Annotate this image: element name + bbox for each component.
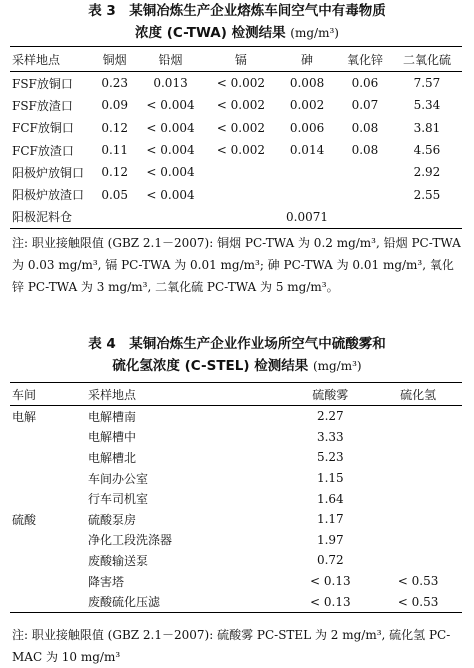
table-cell: 硫酸泵房 [88, 512, 137, 527]
table-cell [10, 571, 58, 592]
table-row [10, 447, 462, 468]
table-cell: 3.81 [413, 120, 441, 135]
table-row [10, 183, 462, 205]
table-cell: 车间办公室 [88, 471, 149, 486]
table-row [10, 406, 462, 427]
table-cell [10, 447, 58, 468]
table-row [10, 139, 462, 161]
table-cell: 0.002 [289, 98, 325, 113]
table-cell [206, 206, 276, 229]
table-cell [10, 530, 58, 551]
table-cell: 0.05 [101, 187, 129, 202]
table-cell [374, 550, 462, 571]
table-cell: 电解槽北 [88, 450, 137, 465]
table4-unit: (mg/m³) [312, 359, 362, 373]
table-cell: 0.23 [101, 76, 129, 91]
table-cell: 废酸硫化压滤 [88, 595, 161, 610]
table4-header: 硫化氢 [374, 383, 462, 406]
table-cell: 电解槽中 [88, 430, 137, 445]
table-cell [374, 509, 462, 530]
table-row [10, 591, 462, 612]
table-cell: 阳极泥料仓 [12, 210, 73, 225]
table-cell: FCF放渣口 [12, 143, 74, 158]
table-cell: < 0.002 [216, 76, 265, 91]
table-cell: < 0.002 [216, 120, 265, 135]
table3-subtitle-row [6, 22, 468, 44]
table-cell: < 0.002 [216, 143, 265, 158]
table-cell [10, 488, 58, 509]
table4-header: 车间 [10, 383, 58, 406]
table-cell [10, 468, 58, 489]
table-cell: 电解 [12, 409, 37, 424]
table3-subtitle: 浓度 (C-TWA) 检测结果 [135, 25, 286, 41]
table-cell: 0.12 [101, 165, 129, 180]
table-cell [10, 591, 58, 612]
table-cell: < 0.004 [146, 187, 195, 202]
table-cell [338, 183, 392, 205]
table-cell [206, 183, 276, 205]
table-cell: 阳极炉放铜口 [12, 165, 85, 180]
table-cell: 废酸输送泵 [88, 553, 149, 568]
table3-body [10, 72, 462, 229]
table4-subtitle-row [6, 355, 468, 377]
table-cell [392, 206, 462, 229]
table-cell: 1.17 [316, 512, 344, 527]
table4-header: 采样地点 [58, 383, 286, 406]
table3-header-row [10, 47, 462, 72]
table-cell: 0.006 [289, 120, 325, 135]
table-cell: 0.08 [351, 143, 379, 158]
table-row [10, 509, 462, 530]
table3-unit: (mg/m³) [290, 26, 339, 40]
table-cell [10, 550, 58, 571]
table-cell: 0.06 [351, 76, 379, 91]
table-cell: < 0.13 [310, 574, 351, 589]
table-cell [374, 468, 462, 489]
table-cell: FSF放铜口 [12, 76, 73, 91]
table4-note: 注: 职业接触限值 (GBZ 2.1－2007): 硫酸雾 PC-STEL 为 2 mg/m³, 硫化氢 PC-MAC 为 10 mg/m³ [12, 628, 451, 664]
table-cell: 0.12 [101, 120, 129, 135]
table4-header: 硫酸雾 [286, 383, 374, 406]
table3-header: 二氧化硫 [392, 47, 462, 72]
table-cell: 2.55 [413, 187, 441, 202]
table-cell: < 0.13 [310, 594, 351, 609]
table-cell [276, 183, 338, 205]
table3-header: 铜烟 [94, 47, 135, 72]
table-cell: 阳极炉放渣口 [12, 188, 85, 203]
table-cell: 0.09 [101, 98, 129, 113]
table-row [10, 161, 462, 183]
table-cell: < 0.004 [146, 165, 195, 180]
table-cell: FSF放渣口 [12, 98, 73, 113]
table-row [10, 488, 462, 509]
table-cell: 0.11 [101, 143, 129, 158]
table-cell: 2.27 [316, 409, 344, 424]
table4-header-row [10, 383, 462, 406]
table-row [10, 530, 462, 551]
table-cell: < 0.004 [146, 120, 195, 135]
table-cell: 3.33 [316, 429, 344, 444]
table-cell [374, 530, 462, 551]
table-row [10, 72, 462, 95]
table-cell [276, 161, 338, 183]
table-cell [374, 447, 462, 468]
table4-subtitle: 硫化氢浓度 (C-STEL) 检测结果 [112, 358, 309, 374]
table3-header: 铅烟 [135, 47, 205, 72]
table4-caption [6, 333, 468, 377]
table-cell: 0.08 [351, 120, 379, 135]
table-cell [374, 406, 462, 427]
table-cell: < 0.004 [146, 98, 195, 113]
table3-title: 表 3 某铜冶炼生产企业熔炼车间空气中有毒物质 [88, 3, 386, 19]
table-cell [135, 206, 205, 229]
table-cell: 0.008 [289, 76, 325, 91]
table-row [10, 206, 462, 229]
table-cell: < 0.53 [397, 594, 439, 609]
table-cell: 降害塔 [88, 574, 125, 589]
table-cell: 0.07 [351, 98, 379, 113]
table-cell: 0.013 [153, 76, 188, 91]
table-cell: 1.15 [316, 471, 344, 486]
table4 [10, 382, 462, 613]
table-cell [374, 427, 462, 448]
table3-header: 氧化锌 [338, 47, 392, 72]
table-cell: 0.014 [289, 143, 325, 158]
table3-header: 采样地点 [10, 47, 94, 72]
table-cell [94, 206, 135, 229]
table-cell: < 0.002 [216, 98, 265, 113]
table-cell: 0.0071 [286, 209, 329, 224]
table3 [10, 46, 462, 229]
table-cell [206, 161, 276, 183]
table3-note: 注: 职业接触限值 (GBZ 2.1－2007): 铜烟 PC-TWA 为 0.2 mg/m³, 铅烟 PC-TWA 为 0.03 mg/m³, 镉 PC-TWA 为 0.01 mg/m³; 砷 PC-TWA 为 0.01 mg/m³, 氧化锌 PC-TWA 为 3 mg/m³, 二氧化硫 PC-TWA 为 5 mg/m³。 [12, 236, 461, 294]
table-row [10, 117, 462, 139]
table-cell: 5.23 [316, 450, 344, 465]
table-cell: 5.34 [413, 98, 441, 113]
table-cell [10, 427, 58, 448]
table-cell: FCF放铜口 [12, 121, 74, 136]
table-cell [374, 488, 462, 509]
table-row [10, 550, 462, 571]
table-row [10, 94, 462, 116]
table-cell: 0.72 [316, 553, 344, 568]
table-cell: 7.57 [413, 76, 441, 91]
table-cell [338, 161, 392, 183]
table4-title: 表 4 某铜冶炼生产企业作业场所空气中硫酸雾和 [88, 336, 386, 352]
table-cell: 硫酸 [12, 512, 37, 527]
table-cell: 电解槽南 [88, 409, 137, 424]
table4-body [10, 406, 462, 613]
table3-caption [6, 0, 468, 44]
table-cell: 行车司机室 [88, 492, 149, 507]
table-cell: 1.64 [316, 491, 344, 506]
table3-header: 砷 [276, 47, 338, 72]
table-cell: < 0.53 [397, 574, 439, 589]
table-cell: < 0.004 [146, 143, 195, 158]
table-cell: 2.92 [413, 165, 441, 180]
table-row [10, 571, 462, 592]
table-cell: 1.97 [316, 532, 344, 547]
table3-header: 镉 [206, 47, 276, 72]
table-cell: 4.56 [413, 143, 441, 158]
table-row [10, 468, 462, 489]
table-cell: 净化工段洗涤器 [88, 533, 173, 548]
table-cell [338, 206, 392, 229]
table-row [10, 427, 462, 448]
